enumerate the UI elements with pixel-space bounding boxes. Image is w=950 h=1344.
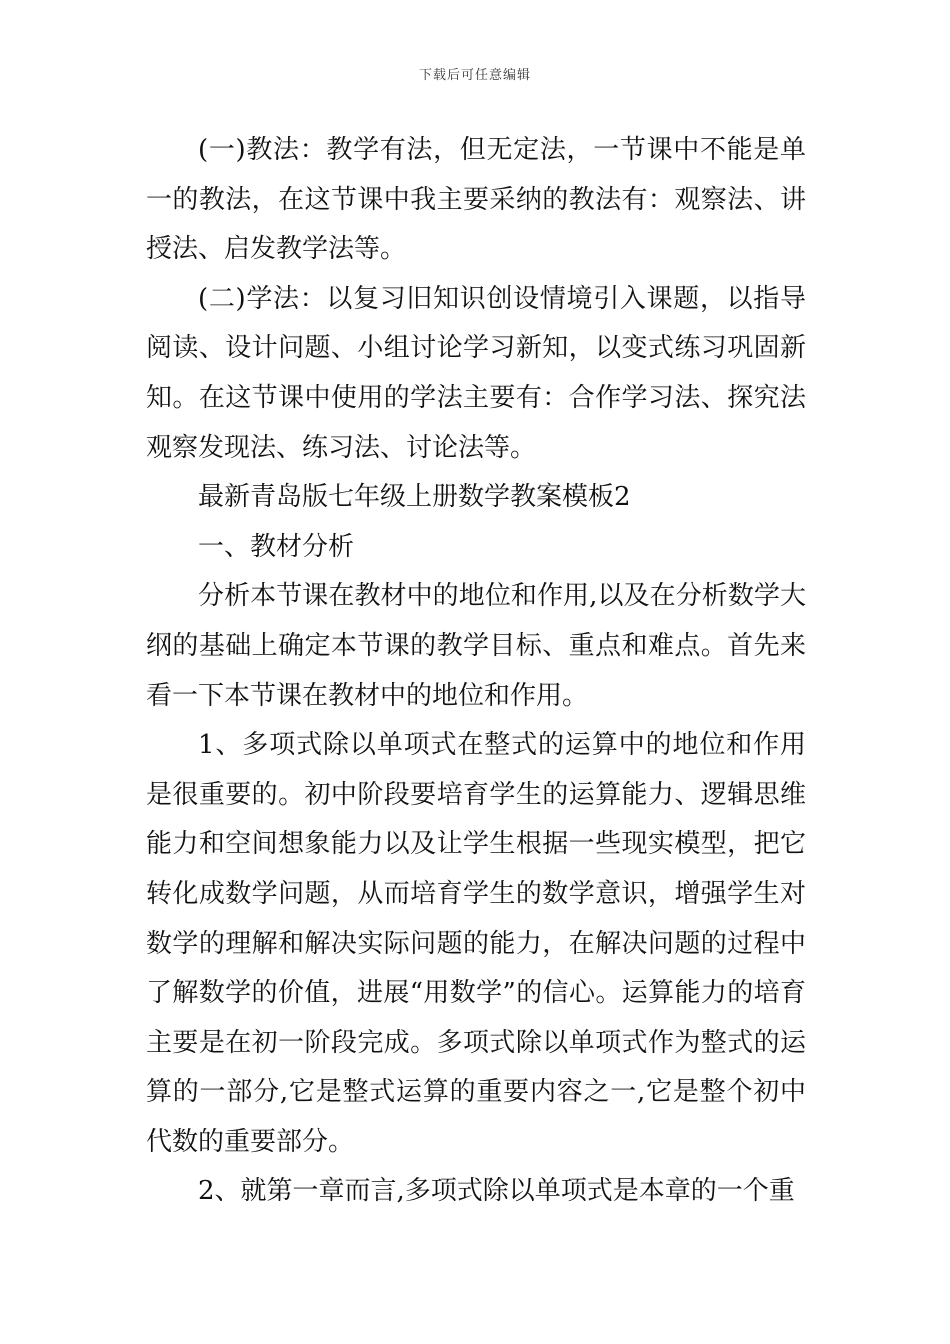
paragraph-teaching-method: (一)教法：教学有法，但无定法，一节课中不能是单一的教法，在这节课中我主要采纳的教法有：观察法、讲授法、启发教学法等。: [146, 135, 806, 265]
paragraph-point-2: 2、就第一章而言,多项式除以单项式是本章的一个重: [198, 1176, 795, 1207]
section-title: 最新青岛版七年级上册数学教案模板2: [198, 482, 631, 513]
paragraph-textbook-analysis: 分析本节课在教材中的地位和作用,以及在分析数学大纲的基础上确定本节课的教学目标、重点和难点。首先来看一下本节课在教材中的地位和作用。: [146, 581, 806, 711]
paragraph-point-1: 1、多项式除以单项式在整式的运算中的地位和作用是很重要的。初中阶段要培育学生的运算能力、逻辑思维能力和空间想象能力以及让学生根据一些现实模型，把它转化成数学问题，从而培育学生的数学意识，增强学生对数学的理解和解决实际问题的能力，在解决问题的过程中了解数学的价值，进展“用数学”的信心。运算能力的培育主要是在初一阶段完成。多项式除以单项式作为整式的运算的一部分,它是整式运算的重要内容之一,它是整个初中代数的重要部分。: [146, 730, 806, 1157]
page-header: 下载后可任意编辑: [418, 68, 531, 83]
section-heading: 一、教材分析: [198, 531, 355, 562]
paragraph-learning-method: (二)学法：以复习旧知识创设情境引入课题，以指导阅读、设计问题、小组讨论学习新知，以变式练习巩固新知。在这节课中使用的学法主要有：合作学习法、探究法观察发现法、练习法、讨论法等。: [146, 283, 806, 463]
document-body: [146, 126, 806, 1217]
